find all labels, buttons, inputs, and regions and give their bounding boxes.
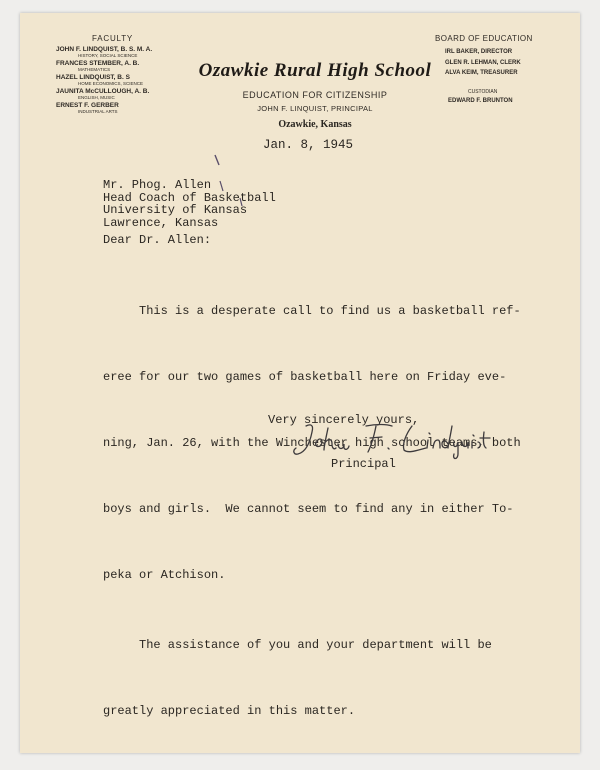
faculty-subject: INDUSTRIAL ARTS	[78, 109, 118, 114]
body-line: ning, Jan. 26, with the Winchester high school teams, both	[103, 436, 521, 450]
faculty-heading: FACULTY	[92, 34, 134, 43]
board-member: IRL BAKER, DIRECTOR	[445, 49, 513, 55]
recipient-address	[103, 179, 276, 229]
school-name: Ozawkie Rural High School	[198, 60, 432, 81]
board-member: GLEN R. LEHMAN, CLERK	[445, 59, 521, 66]
body-line: eree for our two games of basketball here on Friday eve-	[103, 370, 507, 384]
faculty-name: JOHN F. LINDQUIST, B. S. M. A.	[56, 46, 153, 53]
salutation: Dear Dr. Allen:	[103, 233, 212, 247]
signer-title: Principal	[331, 457, 396, 471]
closing: Very sincerely yours,	[268, 413, 420, 427]
address-line: Lawrence, Kansas	[103, 215, 219, 230]
address-line: University of Kansas	[103, 203, 248, 217]
letter-body	[103, 256, 533, 766]
faculty-subject: ENGLISH, MUSIC	[78, 95, 115, 100]
faculty-subject: HOME ECONOMICS, SCIENCE	[78, 81, 144, 86]
letter-page	[20, 13, 580, 753]
faculty-name: JAUNITA McCULLOUGH, A. B.	[56, 88, 150, 95]
body-line: boys and girls. We cannot seem to find any in either To-	[103, 502, 514, 516]
faculty-subject: MATHEMATICS	[78, 67, 111, 72]
school-motto: EDUCATION FOR CITIZENSHIP	[242, 90, 388, 100]
board-list	[445, 47, 521, 79]
address-line: Head Coach of Basketball	[103, 190, 276, 205]
body-line: This is a desperate call to find us a basketball ref-	[103, 304, 521, 318]
town-name: Ozawkie, Kansas	[278, 119, 352, 130]
faculty-name: HAZEL LINDQUIST, B. S	[56, 74, 130, 81]
faculty-name: ERNEST F. GERBER	[56, 102, 119, 109]
body-line: The assistance of you and your department will be	[103, 638, 492, 652]
address-line: Mr. Phog. Allen	[103, 178, 212, 192]
body-line: greatly appreciated in this matter.	[103, 704, 356, 718]
body-line: peka or Atchison.	[103, 568, 226, 582]
faculty-subject: HISTORY, SOCIAL SCIENCE	[78, 53, 138, 58]
board-heading: BOARD OF EDUCATION	[435, 34, 533, 43]
faculty-name: FRANCES STEMBER, A. B.	[56, 60, 140, 67]
custodian-name: EDWARD F. BRUNTON	[448, 98, 513, 104]
letter-date: Jan. 8, 1945	[263, 138, 354, 152]
custodian-heading: CUSTODIAN	[468, 89, 498, 95]
principal-line: JOHN F. LINQUIST, PRINCIPAL	[257, 104, 373, 113]
board-member: ALVA KEIM, TREASURER	[445, 70, 518, 76]
